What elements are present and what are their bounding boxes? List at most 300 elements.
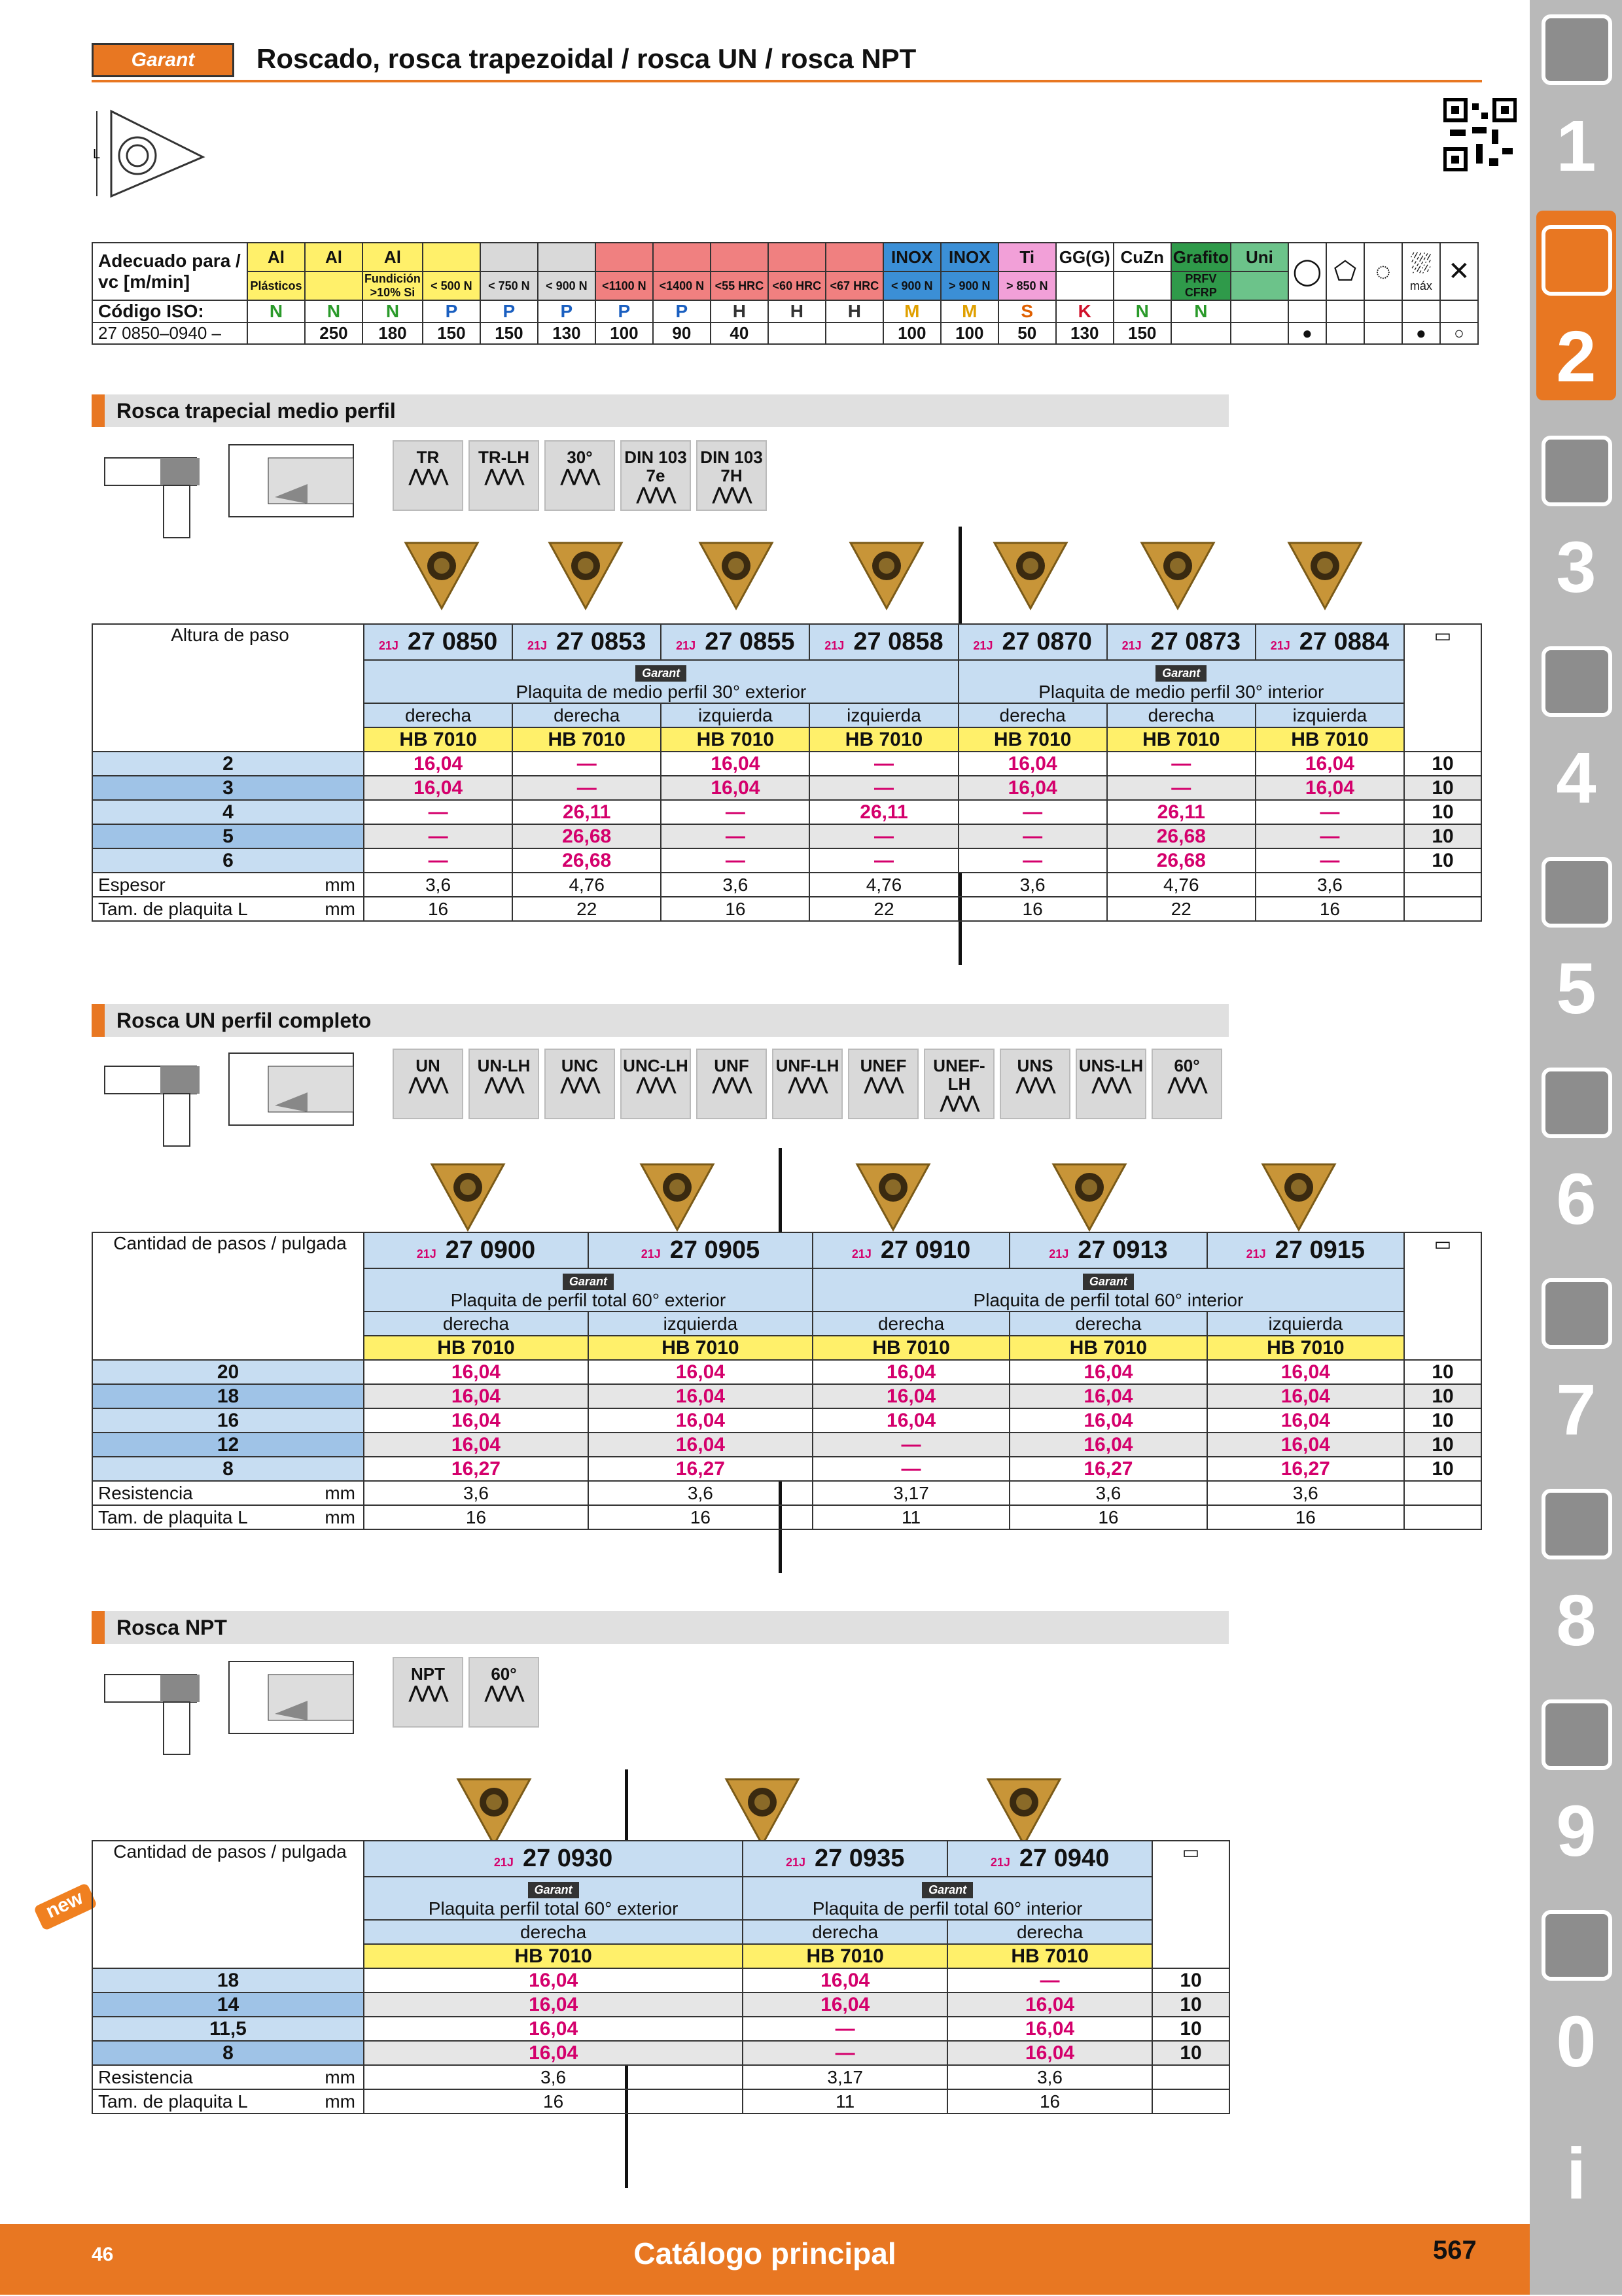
prefix-label: 21J [785, 1856, 805, 1869]
price-cell: 16,04 [364, 1433, 588, 1457]
price-cell: — [1256, 848, 1404, 873]
section-trapezoidal: Rosca trapecial medio perfil [92, 394, 1229, 427]
chapter-icon [1542, 14, 1612, 85]
thread-type-tile [468, 1657, 539, 1728]
spec-cell: 16 [959, 897, 1107, 921]
chapter-tab-0[interactable] [1536, 1896, 1616, 2085]
product-code [1107, 624, 1256, 660]
table-corner-label: Cantidad de pasos / pulgada [92, 1841, 364, 1968]
chapter-tab-2[interactable] [1536, 211, 1616, 400]
price-cell: — [809, 776, 958, 800]
material-sub-16: PRFV CFRP [1171, 271, 1231, 300]
price-cell: 16,04 [959, 752, 1107, 776]
chapter-icon [1542, 857, 1612, 928]
prefix-label: 21J [493, 1856, 514, 1869]
grade-label: HB 7010 [1256, 727, 1404, 752]
cutting-speed-4: 150 [480, 322, 538, 344]
chapter-number: 3 [1556, 527, 1596, 608]
prefix-label: 21J [1121, 639, 1142, 652]
iso-blank-2 [1364, 300, 1402, 322]
spec-cell: 4,76 [1107, 873, 1256, 897]
chapter-tab-1[interactable] [1536, 0, 1616, 190]
spec-cell: 22 [512, 897, 661, 921]
material-sub-9: <60 HRC [768, 271, 826, 300]
grade-label: HB 7010 [1107, 727, 1256, 752]
price-cell: 26,68 [1107, 848, 1256, 873]
product-code [1010, 1232, 1207, 1268]
material-col-6 [595, 243, 653, 271]
chapter-icon [1542, 1489, 1612, 1559]
chapter-icon [1542, 1068, 1612, 1138]
insert-image [1047, 1155, 1132, 1233]
material-sub-14 [1056, 271, 1114, 300]
tile-label: DIN 103 [624, 447, 687, 467]
row-key: 18 [92, 1384, 364, 1408]
row-key: 3 [92, 776, 364, 800]
price-cell: 16,04 [743, 1992, 947, 2017]
code-text: 27 0870 [1002, 628, 1092, 655]
footer-row-label [92, 1505, 364, 1529]
tile-label: UNF-LH [775, 1056, 839, 1075]
price-cell: 16,04 [813, 1384, 1010, 1408]
row-key: 20 [92, 1360, 364, 1384]
price-cell: 16,04 [588, 1433, 813, 1457]
footer-left-page: 46 [92, 2244, 114, 2265]
chapter-icon [1542, 646, 1612, 717]
range-label: 27 0850–0940 – [92, 322, 247, 344]
material-sub-15 [1114, 271, 1171, 300]
material-sub-5: < 900 N [538, 271, 595, 300]
pack-qty: 10 [1404, 800, 1481, 824]
thread-type-tile [848, 1049, 919, 1119]
usage-mark-4: ○ [1440, 322, 1478, 344]
grade-label: HB 7010 [364, 1336, 588, 1360]
footer-page-number: 567 [1433, 2236, 1477, 2265]
thread-type-tile [393, 440, 463, 511]
insert-image [844, 533, 929, 612]
price-cell: 16,04 [588, 1384, 813, 1408]
price-cell: 16,04 [813, 1408, 1010, 1433]
spec-cell: 11 [743, 2089, 947, 2113]
row-key: 12 [92, 1433, 364, 1457]
iso-code-12: M [941, 300, 998, 322]
un-diagram [98, 1047, 360, 1151]
prefix-label: 21J [378, 639, 398, 652]
profile-icon: ⬠ [1326, 243, 1364, 300]
cutting-speed-0 [247, 322, 305, 344]
footer-unit: mm [325, 1506, 355, 1527]
blank-cell [1152, 2065, 1229, 2089]
material-sub-11: < 900 N [883, 271, 941, 300]
page-title: Roscado, rosca trapezoidal / rosca UN / rosca NPT [256, 43, 917, 74]
chapter-tab-7[interactable] [1536, 1264, 1616, 1453]
coolant-icon: ⛆ máx [1402, 243, 1440, 300]
tile-label: TR [416, 447, 440, 467]
tile-label: 30° [567, 447, 593, 467]
pack-qty: 10 [1404, 752, 1481, 776]
row-key: 5 [92, 824, 364, 848]
material-col-2: Al [362, 243, 423, 271]
thread-type-tile [468, 440, 539, 511]
price-cell: 16,04 [588, 1408, 813, 1433]
chapter-number: 9 [1556, 1791, 1596, 1871]
price-cell: — [364, 800, 512, 824]
tile-label: UN [415, 1056, 440, 1075]
trapezoidal-diagram [98, 438, 360, 543]
price-cell: — [1256, 824, 1404, 848]
iso-blank-1 [1326, 300, 1364, 322]
thread-type-tile [544, 440, 615, 511]
product-code [364, 1841, 743, 1877]
insert-image [694, 533, 779, 612]
price-cell: 16,04 [1207, 1360, 1404, 1384]
price-cell: 16,04 [364, 2017, 743, 2041]
footer-label: Resistencia [98, 1482, 193, 1503]
thread-type-tile [544, 1049, 615, 1119]
material-col-15: CuZn [1114, 243, 1171, 271]
price-cell: 26,11 [512, 800, 661, 824]
code-text: 27 0940 [1019, 1845, 1110, 1872]
chapter-tab-6[interactable] [1536, 1053, 1616, 1243]
material-sub-3: < 500 N [423, 271, 480, 300]
row-key: 18 [92, 1968, 364, 1992]
thread-type-tile [1076, 1049, 1146, 1119]
cutting-speed-17 [1231, 322, 1288, 344]
tile-label: 60° [491, 1664, 517, 1684]
iso-code-4: P [480, 300, 538, 322]
thread-profile-icon: ⋀⋀⋀ [713, 1074, 750, 1094]
prefix-label: 21J [676, 639, 696, 652]
pack-qty: 10 [1404, 1408, 1481, 1433]
section-un: Rosca UN perfil completo [92, 1004, 1229, 1037]
cutting-speed-1: 250 [305, 322, 362, 344]
spec-cell: 3,6 [364, 2065, 743, 2089]
price-cell: 16,04 [364, 1384, 588, 1408]
spec-cell: 4,76 [512, 873, 661, 897]
chapter-number: 5 [1556, 948, 1596, 1029]
usage-mark-0: ● [1288, 322, 1326, 344]
chapter-number: i [1566, 2134, 1587, 2214]
price-cell: — [809, 848, 958, 873]
blank-cell [1152, 2089, 1229, 2113]
thread-profile-icon: ⋀⋀⋀ [485, 1074, 523, 1094]
iso-code-7: P [653, 300, 711, 322]
grade-label: HB 7010 [364, 727, 512, 752]
thread-profile-icon: ⋀⋀⋀ [940, 1092, 978, 1112]
spec-cell: 16 [364, 1505, 588, 1529]
price-cell: — [743, 2041, 947, 2065]
price-cell: — [809, 824, 958, 848]
chapter-tab-4[interactable] [1536, 632, 1616, 822]
chapter-tab-3[interactable] [1536, 421, 1616, 611]
footer-unit: mm [325, 1482, 355, 1503]
material-col-12: INOX [941, 243, 998, 271]
price-cell: 16,04 [364, 1992, 743, 2017]
price-cell: 16,04 [1207, 1408, 1404, 1433]
cutting-speed-12: 100 [941, 322, 998, 344]
material-col-4 [480, 243, 538, 271]
footer-label: Espesor [98, 874, 166, 895]
insert-image [399, 533, 484, 612]
grade-label: HB 7010 [1010, 1336, 1207, 1360]
thread-profile-icon: ⋀⋀⋀ [485, 466, 523, 485]
cutting-speed-7: 90 [653, 322, 711, 344]
pack-qty: 10 [1152, 2041, 1229, 2065]
price-cell: 16,04 [1010, 1360, 1207, 1384]
iso-code-2: N [362, 300, 423, 322]
cutting-speed-9 [768, 322, 826, 344]
price-cell: 16,27 [1010, 1457, 1207, 1481]
prefix-label: 21J [824, 639, 845, 652]
price-cell: 16,04 [1256, 776, 1404, 800]
cutting-speed-15: 150 [1114, 322, 1171, 344]
footer-label: Tam. de plaquita L [98, 1506, 248, 1527]
thread-type-tile [772, 1049, 843, 1119]
product-code [364, 624, 512, 660]
code-text: 27 0910 [880, 1236, 971, 1264]
iso-code-5: P [538, 300, 595, 322]
prefix-label: 21J [527, 639, 548, 652]
package-icon: ▭ [1404, 624, 1481, 752]
insert-image [720, 1769, 805, 1848]
material-sub-8: <55 HRC [711, 271, 768, 300]
price-cell: — [364, 848, 512, 873]
grade-label: HB 7010 [661, 727, 809, 752]
cutting-speed-5: 130 [538, 322, 595, 344]
thread-type-tile [1152, 1049, 1222, 1119]
iso-code-0: N [247, 300, 305, 322]
chapter-number: 1 [1556, 106, 1596, 186]
price-cell: — [661, 824, 809, 848]
material-sub-2: Fundición >10% Si [362, 271, 423, 300]
product-code [512, 624, 661, 660]
chapter-icon [1542, 1910, 1612, 1981]
garant-mini-logo: Garant [1083, 1274, 1134, 1290]
insert-dimension-drawing [92, 98, 216, 203]
footer-unit: mm [325, 898, 355, 919]
footer-row-label [92, 2065, 364, 2089]
garant-mini-logo: Garant [1155, 665, 1207, 682]
prefix-label: 21J [990, 1856, 1010, 1869]
footer-row-label [92, 873, 364, 897]
description-text: Plaquita de medio perfil 30° exterior [516, 682, 807, 702]
new-badge: new [33, 1883, 97, 1931]
grade-label: HB 7010 [588, 1336, 813, 1360]
cutting-speed-16 [1171, 322, 1231, 344]
hand-direction: izquierda [809, 703, 958, 727]
material-col-3 [423, 243, 480, 271]
price-cell: 16,04 [1010, 1384, 1207, 1408]
spec-cell: 16 [364, 897, 512, 921]
hand-direction: izquierda [661, 703, 809, 727]
thread-profile-icon: ⋀⋀⋀ [1168, 1074, 1206, 1094]
thread-profile-icon: ⋀⋀⋀ [409, 466, 447, 485]
price-cell: — [809, 752, 958, 776]
prefix-label: 21J [851, 1247, 872, 1261]
table-corner-label: Cantidad de pasos / pulgada [92, 1232, 364, 1360]
hand-direction: derecha [813, 1312, 1010, 1336]
spec-cell: 3,6 [1256, 873, 1404, 897]
grade-label: HB 7010 [1207, 1336, 1404, 1360]
tile-label: UNS-LH [1078, 1056, 1144, 1075]
iso-code-17 [1231, 300, 1288, 322]
chapter-icon [1542, 225, 1612, 296]
pack-qty: 10 [1152, 2017, 1229, 2041]
header-rule [92, 80, 1482, 82]
blank-cell [1404, 1505, 1481, 1529]
price-cell: 16,04 [364, 1360, 588, 1384]
hand-direction: izquierda [1256, 703, 1404, 727]
grade-label: HB 7010 [959, 727, 1107, 752]
hand-direction: derecha [947, 1920, 1152, 1944]
chapter-number: 0 [1556, 2002, 1596, 2082]
iso-code-14: K [1056, 300, 1114, 322]
row-key: 8 [92, 2041, 364, 2065]
row-key: 14 [92, 1992, 364, 2017]
price-cell: 16,04 [661, 752, 809, 776]
footer-unit: mm [325, 2091, 355, 2112]
spec-cell: 16 [588, 1505, 813, 1529]
chapter-number: 7 [1556, 1370, 1596, 1450]
price-cell: 26,68 [512, 824, 661, 848]
material-col-8 [711, 243, 768, 271]
qr-code-icon[interactable] [1443, 98, 1517, 171]
material-col-9 [768, 243, 826, 271]
description-text: Plaquita de perfil total 60° interior [973, 1290, 1244, 1310]
pack-qty: 10 [1152, 1992, 1229, 2017]
spec-cell: 16 [1207, 1505, 1404, 1529]
product-description [813, 1268, 1404, 1312]
insert-image [543, 533, 628, 612]
spec-cell: 3,6 [1207, 1481, 1404, 1505]
description-text: Plaquita de medio perfil 30° interior [1038, 682, 1324, 702]
thread-type-tile [620, 1049, 691, 1119]
price-cell: 16,04 [947, 2017, 1152, 2041]
chapter-icon [1542, 436, 1612, 506]
iso-code-3: P [423, 300, 480, 322]
pack-qty: 10 [1404, 848, 1481, 873]
insert-image [635, 1155, 720, 1233]
max-label: máx [1409, 279, 1432, 292]
thread-profile-icon: ⋀⋀⋀ [864, 1074, 902, 1094]
chapter-tab-i[interactable] [1536, 2106, 1616, 2296]
footer-row-label [92, 2089, 364, 2113]
insert-image [425, 1155, 510, 1233]
footer-unit: mm [325, 2066, 355, 2087]
product-description [364, 660, 959, 703]
iso-blank-3 [1402, 300, 1440, 322]
hand-direction: derecha [364, 703, 512, 727]
price-cell: — [813, 1433, 1010, 1457]
spec-cell: 3,17 [813, 1481, 1010, 1505]
hand-direction: derecha [1010, 1312, 1207, 1336]
pack-qty: 10 [1404, 824, 1481, 848]
chapter-number: 2 [1556, 317, 1596, 397]
section-npt: Rosca NPT [92, 1611, 1229, 1644]
tile-label: UNEF [860, 1056, 907, 1075]
footer [0, 2224, 1530, 2295]
price-cell: 16,04 [1207, 1433, 1404, 1457]
pack-qty: 10 [1404, 1360, 1481, 1384]
price-cell: 16,04 [364, 776, 512, 800]
code-text: 27 0853 [556, 628, 646, 655]
thread-profile-icon: ⋀⋀⋀ [788, 1074, 826, 1094]
price-cell: — [512, 752, 661, 776]
chapter-tab-5[interactable] [1536, 843, 1616, 1032]
footer-row-label [92, 897, 364, 921]
package-icon: ▭ [1404, 1232, 1481, 1360]
insert-image [1282, 533, 1367, 612]
price-cell: — [743, 2017, 947, 2041]
price-cell: 16,04 [1256, 752, 1404, 776]
product-code [947, 1841, 1152, 1877]
description-text: Plaquita de perfil total 60° interior [812, 1898, 1083, 1919]
pack-qty: 10 [1404, 1457, 1481, 1481]
thread-type-tile [393, 1657, 463, 1728]
grade-label: HB 7010 [512, 727, 661, 752]
product-code [743, 1841, 947, 1877]
usage-mark-2 [1364, 322, 1402, 344]
thread-type-tile [696, 440, 767, 511]
code-text: 27 0858 [853, 628, 943, 655]
grade-label: HB 7010 [743, 1944, 947, 1968]
price-cell: 16,27 [588, 1457, 813, 1481]
spec-cell: 3,17 [743, 2065, 947, 2089]
chapter-tab-9[interactable] [1536, 1685, 1616, 1875]
row-key: 6 [92, 848, 364, 873]
insert-image [851, 1155, 936, 1233]
product-code [661, 624, 809, 660]
hand-direction: derecha [364, 1312, 588, 1336]
insert-image [981, 1769, 1067, 1848]
code-text: 27 0930 [522, 1845, 613, 1872]
product-code [809, 624, 958, 660]
thread-type-tile [924, 1049, 995, 1119]
product-description [743, 1877, 1152, 1920]
footer-label: Resistencia [98, 2066, 193, 2087]
blank-cell [1404, 1481, 1481, 1505]
pack-qty: 10 [1404, 776, 1481, 800]
thread-type-tile [696, 1049, 767, 1119]
material-sub-0: Plásticos [247, 271, 305, 300]
grade-label: HB 7010 [947, 1944, 1152, 1968]
thread-type-tile [468, 1049, 539, 1119]
code-text: 27 0850 [407, 628, 498, 655]
tile-sublabel: 7H [720, 466, 743, 485]
prefix-label: 21J [1049, 1247, 1069, 1261]
price-cell: 26,68 [512, 848, 661, 873]
tile-label: UN-LH [477, 1056, 531, 1075]
price-cell: 16,04 [1207, 1384, 1404, 1408]
cutting-speed-14: 130 [1056, 322, 1114, 344]
spec-cell: 3,6 [588, 1481, 813, 1505]
chapter-tab-8[interactable] [1536, 1474, 1616, 1664]
price-cell: 26,11 [1107, 800, 1256, 824]
code-text: 27 0900 [445, 1236, 536, 1264]
prefix-label: 21J [641, 1247, 661, 1261]
iso-code-9: H [768, 300, 826, 322]
garant-mini-logo: Garant [635, 665, 686, 682]
product-code [588, 1232, 813, 1268]
price-cell: — [959, 848, 1107, 873]
price-cell: 16,04 [947, 1992, 1152, 2017]
code-text: 27 0884 [1299, 628, 1390, 655]
spec-cell: 3,6 [661, 873, 809, 897]
price-cell: 16,04 [588, 1360, 813, 1384]
product-code [813, 1232, 1010, 1268]
product-code [364, 1232, 588, 1268]
product-code [1256, 624, 1404, 660]
